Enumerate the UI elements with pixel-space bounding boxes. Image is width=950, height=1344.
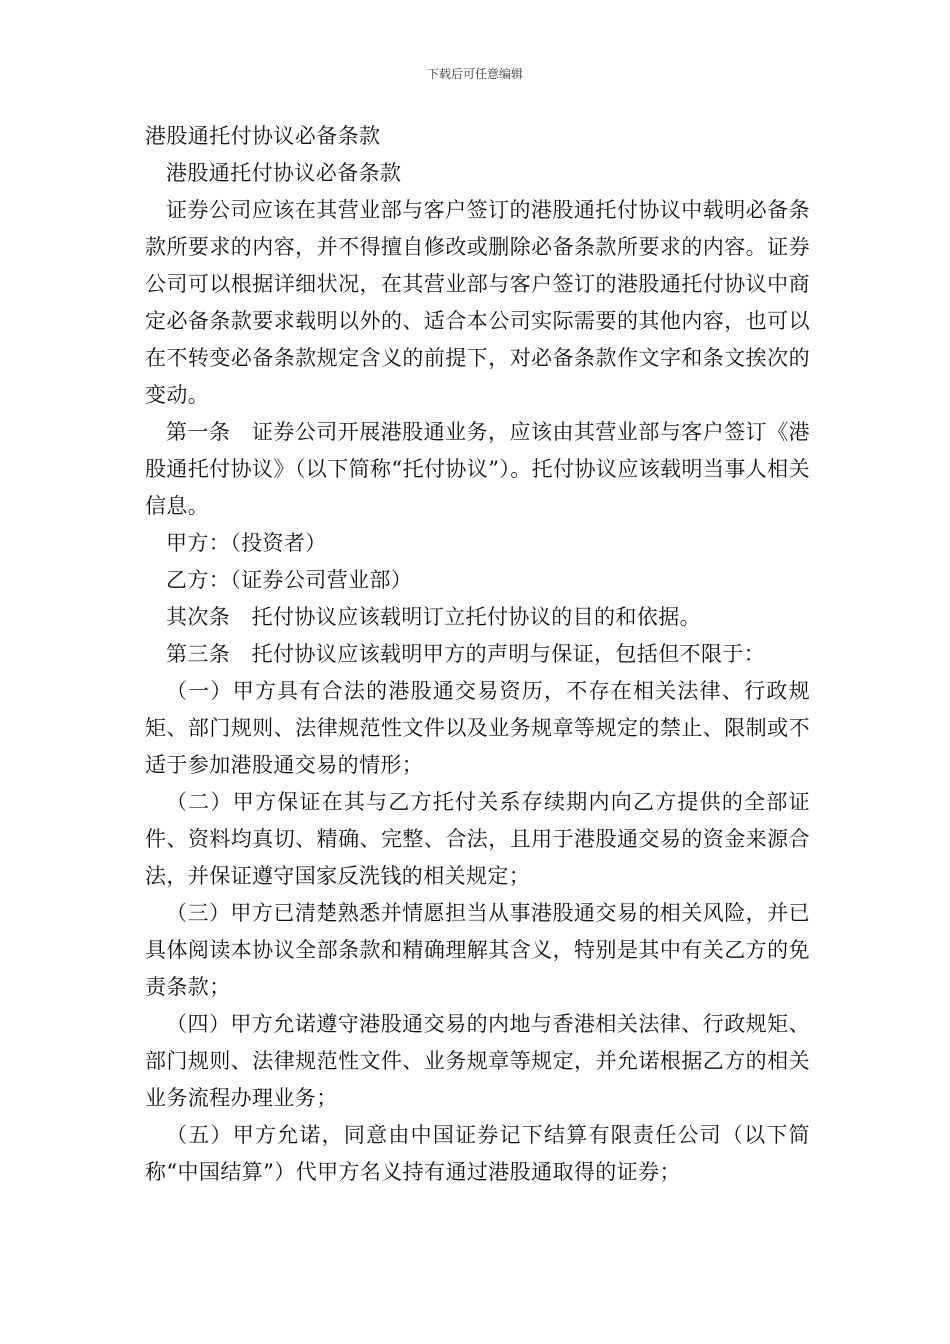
document-body xyxy=(145,118,810,1191)
article-3-item-2: （二）甲方保证在其与乙方托付关系存续期内向乙方提供的全部证件、资料均真切、精确、完整、合法，且用于港股通交易的资金来源合法，并保证遵守国家反洗钱的相关规定； xyxy=(145,790,810,888)
article-3-item-4: （四）甲方允诺遵守港股通交易的内地与香港相关法律、行政规矩、部门规则、法律规范性文件、业务规章等规定，并允诺根据乙方的相关业务流程办理业务； xyxy=(145,1012,810,1110)
article-2: 其次条 托付协议应该载明订立托付协议的目的和依据。 xyxy=(166,605,701,629)
article-3-item-1: （一）甲方具有合法的港股通交易资历，不存在相关法律、行政规矩、部门规则、法律规范性文件以及业务规章等规定的禁止、限制或不适于参加港股通交易的情形； xyxy=(145,679,810,777)
page-header: 下载后可任意编辑 xyxy=(426,67,523,81)
document-subtitle: 港股通托付协议必备条款 xyxy=(166,161,402,185)
article-1: 第一条 证券公司开展港股通业务，应该由其营业部与客户签订《港股通托付协议》（以下简称“托付协议”）。托付协议应该载明当事人相关信息。 xyxy=(145,420,810,518)
document-title: 港股通托付协议必备条款 xyxy=(145,124,381,148)
party-b-line: 乙方：（证券公司营业部） xyxy=(166,568,413,592)
intro-paragraph: 证券公司应该在其营业部与客户签订的港股通托付协议中载明必备条款所要求的内容，并不得擅自修改或删除必备条款所要求的内容。证券公司可以根据详细状况，在其营业部与客户签订的港股通托付协议中商定必备条款要求载明以外的、适合本公司实际需要的其他内容，也可以在不转变必备条款规定含义的前提下，对必备条款作文字和条文挨次的变动。 xyxy=(145,198,810,407)
article-3: 第三条 托付协议应该载明甲方的声明与保证，包括但不限于： xyxy=(166,642,766,666)
article-3-item-3: （三）甲方已清楚熟悉并情愿担当从事港股通交易的相关风险，并已具体阅读本协议全部条款和精确理解其含义，特别是其中有关乙方的免责条款； xyxy=(145,901,810,999)
party-a-line: 甲方：（投资者） xyxy=(166,531,327,555)
article-3-item-5: （五）甲方允诺，同意由中国证券记下结算有限责任公司（以下简称“中国结算”）代甲方名义持有通过港股通取得的证券； xyxy=(145,1123,810,1184)
